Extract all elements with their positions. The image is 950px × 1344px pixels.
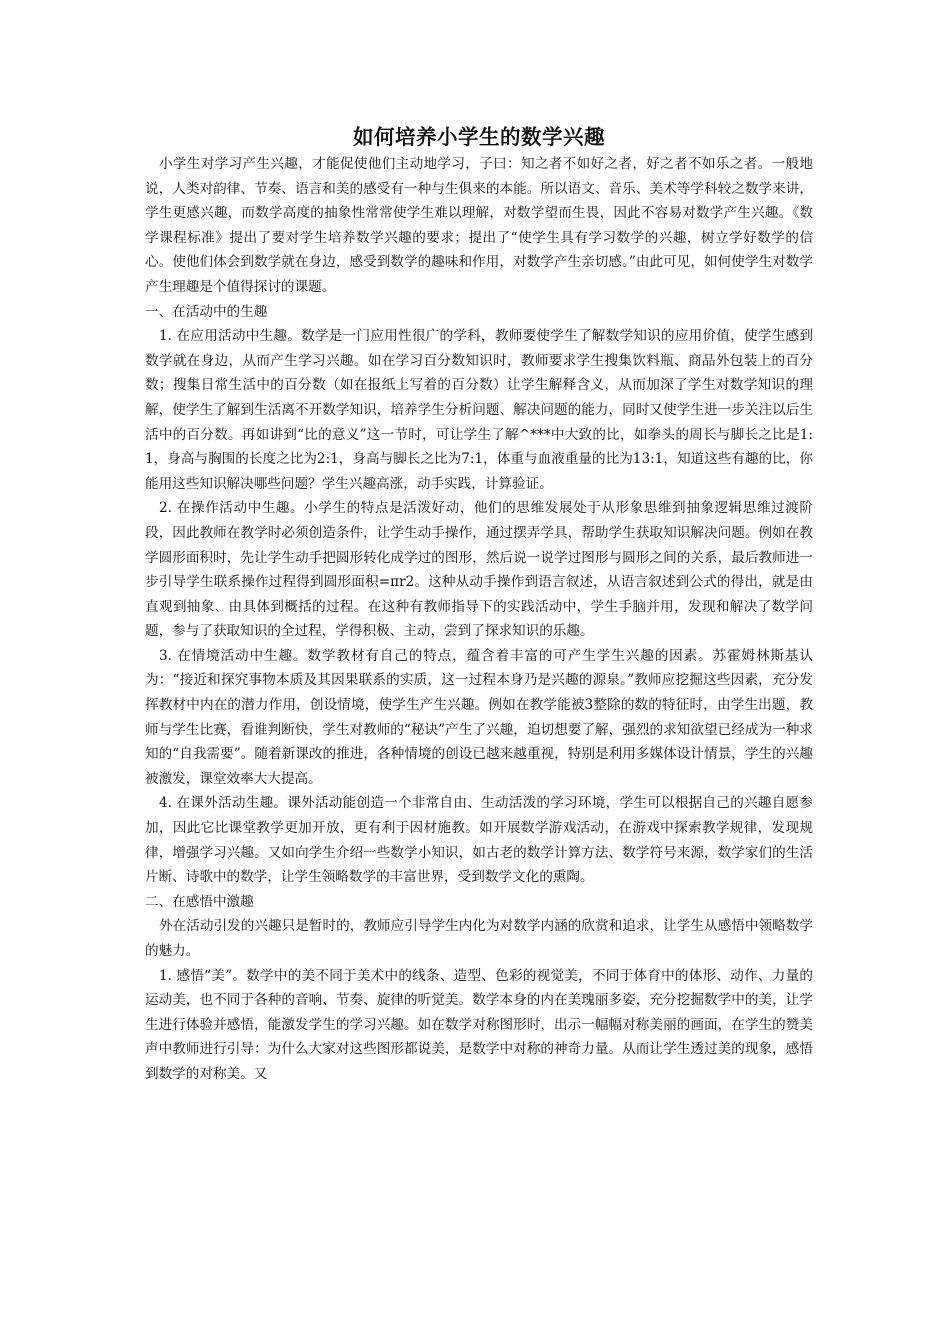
section-2-intro-paragraph: 外在活动引发的兴趣只是暂时的，教师应引导学生内化为对数学内涵的欣赏和追求，让学生从感悟中领略数学的魅力。 — [145, 918, 813, 959]
paragraph-extracurricular-activity: 4. 在课外活动生趣。课外活动能创造一个非常自由、生动活泼的学习环境，学生可以根据自己的兴趣自愿参加，因此它比课堂教学更加开放，更有利于因材施教。如开展数学游戏活动，在游戏中探索教学规律，发现规律，增强学习兴趣。又如向学生介绍一些数学小知识，如古老的数学计算方法、数学符号来源，数学家们的生活片断、诗歌中的数学，让学生领略数学的丰富世界，受到数学文化的熏陶。 — [145, 795, 813, 886]
section-heading-1: 一、在活动中的生趣 — [145, 303, 268, 320]
intro-paragraph: 小学生对学习产生兴趣，才能促使他们主动地学习，子曰：知之者不如好之者，好之者不如乐之者。一般地说，人类对韵律、节奏、语言和美的感受有一种与生俱来的本能。所以语文、音乐、美术等学科较之数学来讲，学生更感兴趣，而数学高度的抽象性常常使学生难以理解，对数学望而生畏，因此不容易对数学产生兴趣。《数学课程标准》提出了要对学生培养数学兴趣的要求；提出了“使学生具有学习数学的兴趣，树立学好数学的信心。使他们体会到数学就在身边，感受到数学的趣味和作用，对数学产生亲切感。”由此可见，如何使学生对数学产生理趣是个值得探讨的课题。 — [145, 156, 813, 295]
paragraph-application-activity: 1. 在应用活动中生趣。数学是一门应用性很广的学科，教师要使学生了解数学知识的应用价值，使学生感到数学就在身边，从而产生学习兴趣。如在学习百分数知识时，教师要求学生搜集饮料瓶、商品外包装上的百分数；搜集日常生活中的百分数（如在报纸上写着的百分数）让学生解释含义，从而加深了学生对数学知识的理解，使学生了解到生活离不开数学知识，培养学生分析问题、解决问题的能力，同时又使学生进一步关注以后生活中的百分数。再如讲到“比的意义”这一节时，可让学生了解^***中大致的比，如拳头的周长与脚长之比是1:1，身高与胸围的长度之比为2:1，身高与脚长之比为7:1，体重与血液重量的比为13:1，知道这些有趣的比，你能用这些知识解决哪些问题？学生兴趣高涨，动手实践，计算验证。 — [145, 328, 813, 492]
document-title: 如何培养小学生的数学兴趣 — [353, 125, 605, 149]
paragraph-situation-activity: 3. 在情境活动中生趣。数学教材有自己的特点，蕴含着丰富的可产生学生兴趣的因素。苏霍姆林斯基认为：“接近和探究事物本质及其因果联系的实质，这一过程本身乃是兴趣的源泉。”教师应挖掘这些因素，充分发挥教材中内在的潜力作用，创设情境，使学生产生兴趣。例如在教学能被3整除的数的特征时，由学生出题，教师与学生比赛，看谁判断快，学生对教师的“秘诀”产生了兴趣，迫切想要了解，强烈的求知欲望已经成为一种求知的“自我需要”。随着新课改的推进，各种情境的创设已越来越重视，特别是利用多媒体设计情景，学生的兴趣被激发，课堂效率大大提高。 — [145, 647, 813, 787]
section-heading-2: 二、在感悟中激趣 — [145, 893, 254, 910]
paragraph-operation-activity: 2. 在操作活动中生趣。小学生的特点是活泼好动，他们的思维发展处于从形象思维到抽象逻辑思维过渡阶段，因此教师在教学时必须创造条件，让学生动手操作，通过摆弄学具，帮助学生获取知识解决问题。例如在教学圆形面积时，先让学生动手把圆形转化成学过的图形，然后说一说学过图形与圆形之间的关系，最后教师进一步引导学生联系操作过程得到圆形面积=πr2。这种从动手操作到语言叙述，从语言叙述到公式的得出，就是由直观到抽象、由具体到概括的过程。在这种有教师指导下的实践活动中，学生手脑并用，发现和解决了数学问题，参与了获取知识的全过程，学得积极、主动，尝到了探求知识的乐趣。 — [145, 500, 813, 640]
document-page — [145, 122, 813, 1087]
paragraph-perceive-beauty: 1. 感悟“美”。数学中的美不同于美术中的线条、造型、色彩的视觉美，不同于体育中的体形、动作、力量的运动美，也不同于各种的音响、节奏、旋律的听觉美。数学本身的内在美瑰丽多姿，充分挖掘数学中的美，让学生进行体验并感悟，能激发学生的学习兴趣。如在数学对称图形时，出示一幅幅对称美丽的画面，在学生的赞美声中教师进行引导：为什么大家对这些图形都说美，是数学中对称的神奇力量。从而让学生透过美的现象，感悟到数学的对称美。又 — [145, 967, 813, 1082]
